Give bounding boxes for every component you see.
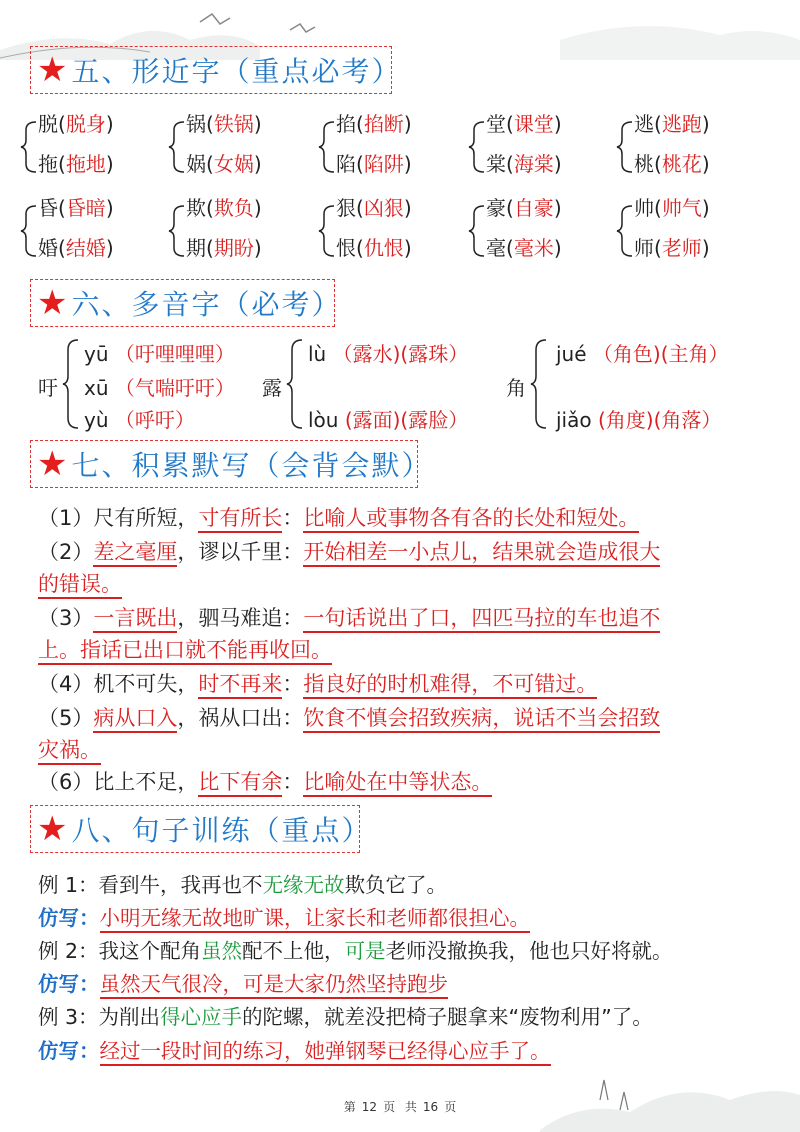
idiom-row: （2）差之毫厘，谬以千里：开始相差一小点儿，结果就会造成很大	[38, 536, 660, 566]
idiom-row-continued: 的错误。	[38, 568, 122, 598]
polyphone-char: 吁	[38, 376, 58, 400]
brace	[530, 338, 548, 430]
example-sentence: 例 1：看到牛，我再也不无缘无故欺负它了。	[38, 873, 448, 897]
section-header-similar-characters	[30, 46, 402, 94]
imitation-sentence: 仿写：虽然天气很冷，可是大家仍然坚持跑步	[38, 967, 448, 997]
similar-char-pair	[616, 106, 766, 186]
brace	[616, 190, 634, 270]
brace	[20, 190, 38, 270]
pair-line: 婚(结婚)	[38, 236, 114, 260]
brace	[168, 106, 186, 186]
section-title: 五、形近字（重点必考）	[71, 55, 402, 88]
polyphone-item: xū （气喘吁吁）	[84, 376, 235, 400]
polyphone-item: lù （露水)(露珠）	[308, 342, 469, 366]
pair-line: 毫(毫米)	[486, 236, 562, 260]
polyphone-item: lòu (露面)(露脸）	[308, 408, 469, 432]
similar-char-pair	[468, 190, 618, 270]
pair-line: 师(老师)	[634, 236, 710, 260]
similar-char-pair	[318, 190, 468, 270]
brace	[318, 106, 336, 186]
section-header-polyphonic	[30, 279, 342, 327]
idiom-row: （3）一言既出，驷马难追：一句话说出了口，四匹马拉的车也追不	[38, 602, 660, 632]
brace	[318, 190, 336, 270]
page-footer: 第 12 页 共 16 页	[343, 1100, 457, 1114]
idiom-row: （4）机不可失，时不再来：指良好的时机难得，不可错过。	[38, 668, 597, 698]
pair-line: 桃(桃花)	[634, 152, 710, 176]
idiom-row: （1）尺有所短，寸有所长：比喻人或事物各有各的长处和短处。	[38, 502, 639, 532]
section-header-sentence-training	[30, 805, 372, 853]
idiom-row-continued: 上。指话已出口就不能再收回。	[38, 634, 332, 664]
pair-line: 期(期盼)	[186, 236, 262, 260]
mountain-decoration-bottom	[540, 1040, 800, 1132]
polyphone-item: yù （呼吁）	[84, 408, 195, 432]
pair-line: 帅(帅气)	[634, 196, 710, 220]
brace	[168, 190, 186, 270]
polyphone-char: 露	[262, 376, 282, 400]
section-header-memorize	[30, 440, 432, 488]
pair-line: 掐(掐断)	[336, 112, 412, 136]
similar-char-pair	[318, 106, 468, 186]
pair-line: 脱(脱身)	[38, 112, 114, 136]
section-title: 八、句子训练（重点）	[71, 814, 372, 847]
similar-char-pair	[20, 190, 170, 270]
polyphone-item: jiǎo (角度)(角落）	[556, 408, 722, 432]
polyphone-char: 角	[506, 376, 526, 400]
example-sentence: 例 2：我这个配角虽然配不上他，可是老师没撤换我，他也只好将就。	[38, 939, 673, 963]
idiom-row: （6）比上不足，比下有余：比喻处在中等状态。	[38, 766, 492, 796]
imitation-sentence: 仿写：经过一段时间的练习，她弹钢琴已经得心应手了。	[38, 1034, 551, 1064]
similar-char-pair	[616, 190, 766, 270]
similar-char-pair	[168, 106, 318, 186]
imitation-sentence: 仿写：小明无缘无故地旷课，让家长和老师都很担心。	[38, 901, 530, 931]
similar-char-pair	[20, 106, 170, 186]
brace	[286, 338, 304, 430]
brace	[62, 338, 80, 430]
brace	[468, 106, 486, 186]
section-title: 七、积累默写（会背会默）	[71, 449, 432, 482]
polyphone-item: yū （吁哩哩哩）	[84, 342, 235, 366]
star-icon: ★	[37, 283, 68, 323]
pair-line: 欺(欺负)	[186, 196, 262, 220]
star-icon: ★	[37, 444, 68, 484]
pair-line: 狠(凶狠)	[336, 196, 412, 220]
pair-line: 娲(女娲)	[186, 152, 262, 176]
pair-line: 锅(铁锅)	[186, 112, 262, 136]
example-sentence: 例 3：为削出得心应手的陀螺，就差没把椅子腿拿来“废物利用”了。	[38, 1005, 653, 1029]
pair-line: 拖(拖地)	[38, 152, 114, 176]
pair-line: 陷(陷阱)	[336, 152, 412, 176]
brace	[468, 190, 486, 270]
star-icon: ★	[37, 50, 68, 90]
pair-line: 豪(自豪)	[486, 196, 562, 220]
pair-line: 恨(仇恨)	[336, 236, 412, 260]
section-title: 六、多音字（必考）	[71, 288, 342, 321]
brace	[616, 106, 634, 186]
idiom-row-continued: 灾祸。	[38, 734, 101, 764]
star-icon: ★	[37, 809, 68, 849]
idiom-row: （5）病从口入，祸从口出：饮食不慎会招致疾病，说话不当会招致	[38, 702, 660, 732]
similar-char-pair	[468, 106, 618, 186]
pair-line: 堂(课堂)	[486, 112, 562, 136]
similar-char-pair	[168, 190, 318, 270]
pair-line: 逃(逃跑)	[634, 112, 710, 136]
polyphone-item: jué （角色)(主角）	[556, 342, 729, 366]
brace	[20, 106, 38, 186]
pair-line: 昏(昏暗)	[38, 196, 114, 220]
pair-line: 棠(海棠)	[486, 152, 562, 176]
